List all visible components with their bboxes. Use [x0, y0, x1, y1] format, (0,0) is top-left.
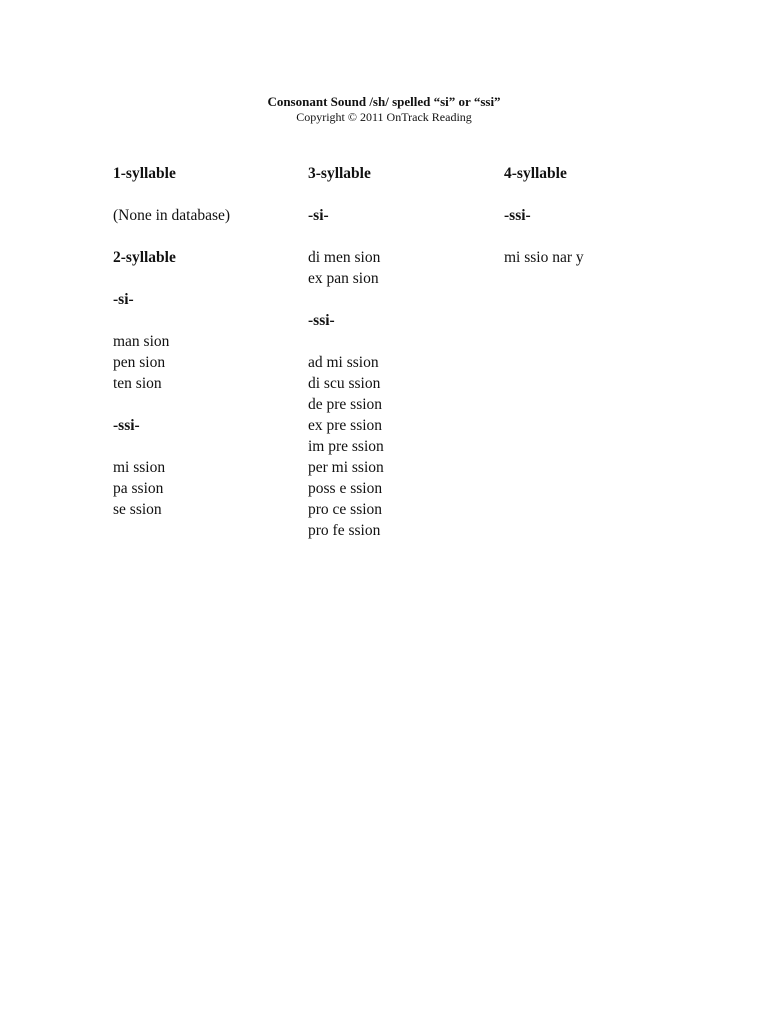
blank-line	[113, 310, 303, 331]
four-syllable-column	[504, 163, 694, 268]
word-entry: di men sion	[308, 249, 381, 266]
section-heading: -ssi-	[308, 312, 335, 329]
blank-line	[308, 184, 498, 205]
word-entry: pro ce ssion	[308, 501, 383, 518]
word-entry: pro fe ssion	[308, 522, 381, 539]
word-entry: man sion	[113, 333, 170, 350]
word-entry: de pre ssion	[308, 396, 383, 413]
word-entry: mi ssio nar y	[504, 249, 584, 266]
section-heading: 1-syllable	[113, 165, 176, 182]
word-entry: per mi ssion	[308, 459, 384, 476]
blank-line	[308, 331, 498, 352]
blank-line	[113, 226, 303, 247]
section-heading: 3-syllable	[308, 165, 371, 182]
blank-line	[113, 436, 303, 457]
blank-line	[308, 289, 498, 310]
word-entry: di scu ssion	[308, 375, 381, 392]
page-title: Consonant Sound /sh/ spelled “si” or “ssi”	[267, 94, 501, 109]
blank-line	[504, 184, 694, 205]
section-heading: -si-	[113, 291, 134, 308]
word-entry: ad mi ssion	[308, 354, 379, 371]
one-and-two-syllable-column	[113, 163, 303, 520]
section-heading: 2-syllable	[113, 249, 176, 266]
word-entry: se ssion	[113, 501, 162, 518]
blank-line	[504, 226, 694, 247]
blank-line	[113, 394, 303, 415]
section-heading: -ssi-	[113, 417, 140, 434]
word-entry: ex pan sion	[308, 270, 379, 287]
blank-line	[308, 226, 498, 247]
section-heading: 4-syllable	[504, 165, 567, 182]
section-heading: -ssi-	[504, 207, 531, 224]
word-entry: poss e ssion	[308, 480, 383, 497]
word-entry: ex pre ssion	[308, 417, 383, 434]
section-heading: -si-	[308, 207, 329, 224]
blank-line	[113, 268, 303, 289]
copyright-notice: Copyright © 2011 OnTrack Reading	[296, 110, 472, 124]
word-entry: ten sion	[113, 375, 162, 392]
three-syllable-column	[308, 163, 498, 541]
word-entry: mi ssion	[113, 459, 166, 476]
word-entry: im pre ssion	[308, 438, 384, 455]
word-entry: (None in database)	[113, 207, 231, 224]
blank-line	[113, 184, 303, 205]
word-entry: pen sion	[113, 354, 166, 371]
word-entry: pa ssion	[113, 480, 164, 497]
